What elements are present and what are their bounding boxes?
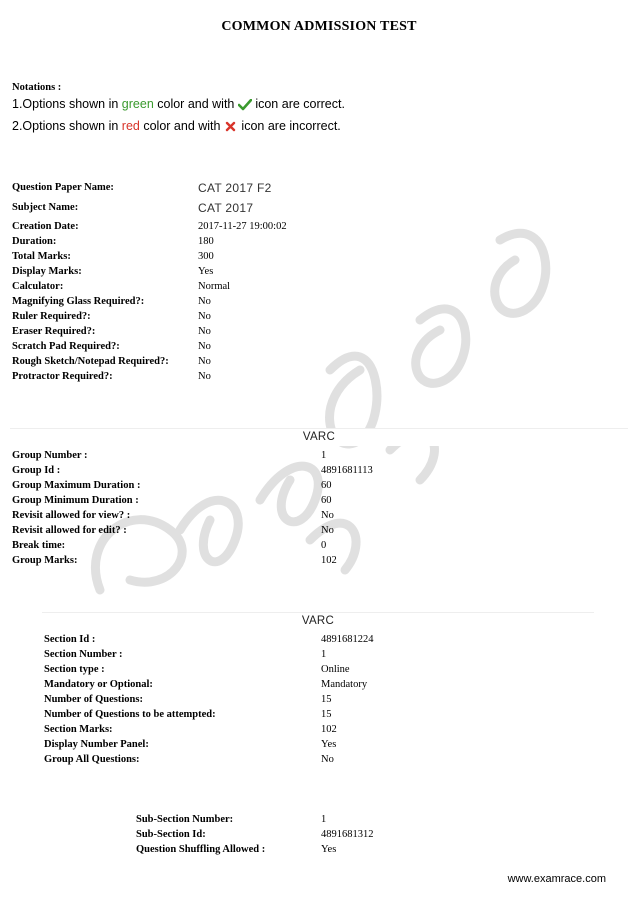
subsection-label: Sub-Section Number:	[136, 814, 234, 825]
section-label: Section Id :	[44, 634, 96, 645]
detail-value: No	[198, 356, 211, 367]
section-value: 15	[321, 709, 332, 720]
section-label: Section type :	[44, 664, 105, 675]
notation1-suffix: icon are correct.	[251, 97, 345, 111]
section-label: Group All Questions:	[44, 754, 140, 765]
detail-value: Yes	[198, 266, 214, 277]
group-value: 4891681113	[321, 465, 373, 476]
group-label: Group Number :	[12, 450, 88, 461]
detail-label: Scratch Pad Required?:	[12, 341, 120, 352]
section-value: Online	[321, 664, 350, 675]
notations-heading: Notations :	[12, 82, 62, 93]
subsection-value: 4891681312	[321, 829, 374, 840]
group-value: 60	[321, 480, 332, 491]
subsection-value: 1	[321, 814, 327, 825]
group-label: Group Marks:	[12, 555, 78, 566]
group-value: No	[321, 525, 334, 536]
notation2-middle: color and with	[139, 119, 224, 133]
section-value: 102	[321, 724, 337, 735]
detail-value: 300	[198, 251, 214, 262]
cross-icon	[224, 121, 238, 133]
detail-value: No	[198, 326, 211, 337]
check-icon	[238, 99, 252, 111]
detail-label: Creation Date:	[12, 221, 79, 232]
group-label: Break time:	[12, 540, 66, 551]
notation2-suffix: icon are incorrect.	[237, 119, 341, 133]
detail-label: Ruler Required?:	[12, 311, 91, 322]
notation-line-incorrect	[12, 119, 341, 133]
detail-value: 2017-11-27 19:00:02	[198, 221, 287, 232]
notation1-color-word: green	[121, 97, 154, 111]
detail-label: Display Marks:	[12, 266, 82, 277]
detail-value: 180	[198, 236, 214, 247]
subject-name-label: Subject Name:	[12, 202, 79, 213]
detail-label: Eraser Required?:	[12, 326, 96, 337]
notation1-prefix: 1.Options shown in	[12, 97, 122, 111]
group-label: Group Minimum Duration :	[12, 495, 139, 506]
paper-name-value: CAT 2017 F2	[198, 181, 272, 195]
section-heading: VARC	[301, 615, 335, 627]
section-label: Section Number :	[44, 649, 123, 660]
section-label: Number of Questions:	[44, 694, 143, 705]
detail-value: No	[198, 311, 211, 322]
section-value: 4891681224	[321, 634, 374, 645]
group-value: No	[321, 510, 334, 521]
section-value: No	[321, 754, 334, 765]
watermark-logo	[60, 200, 620, 620]
group-label: Group Maximum Duration :	[12, 480, 141, 491]
detail-value: Normal	[198, 281, 231, 292]
detail-label: Rough Sketch/Notepad Required?:	[12, 356, 169, 367]
section-value: Yes	[321, 739, 337, 750]
detail-label: Total Marks:	[12, 251, 71, 262]
group-label: Group Id :	[12, 465, 61, 476]
notation1-middle: color and with	[153, 97, 238, 111]
group-value: 102	[321, 555, 337, 566]
group-label: Revisit allowed for edit? :	[12, 525, 127, 536]
section-label: Section Marks:	[44, 724, 113, 735]
detail-label: Duration:	[12, 236, 57, 247]
detail-value: No	[198, 341, 211, 352]
section-label: Number of Questions to be attempted:	[44, 709, 216, 720]
subsection-label: Question Shuffling Allowed :	[136, 844, 266, 855]
notation-line-correct	[12, 97, 345, 111]
group-value: 1	[321, 450, 327, 461]
document-title: COMMON ADMISSION TEST	[221, 19, 417, 34]
detail-value: No	[198, 296, 211, 307]
subsection-label: Sub-Section Id:	[136, 829, 206, 840]
notation2-color-word: red	[121, 119, 140, 133]
group-value: 60	[321, 495, 332, 506]
detail-label: Magnifying Glass Required?:	[12, 296, 145, 307]
section-label: Display Number Panel:	[44, 739, 149, 750]
group-label: Revisit allowed for view? :	[12, 510, 131, 521]
section-label: Mandatory or Optional:	[44, 679, 153, 690]
section-value: Mandatory	[321, 679, 368, 690]
detail-label: Protractor Required?:	[12, 371, 113, 382]
section-value: 1	[321, 649, 327, 660]
detail-value: No	[198, 371, 211, 382]
section-value: 15	[321, 694, 332, 705]
subject-name-value: CAT 2017	[198, 201, 254, 215]
group-heading: VARC	[302, 431, 336, 443]
detail-label: Calculator:	[12, 281, 64, 292]
group-value: 0	[321, 540, 327, 551]
notation2-prefix: 2.Options shown in	[12, 119, 122, 133]
subsection-value: Yes	[321, 844, 337, 855]
footer-website-link[interactable]: www.examrace.com	[507, 873, 606, 885]
paper-name-label: Question Paper Name:	[12, 182, 114, 193]
